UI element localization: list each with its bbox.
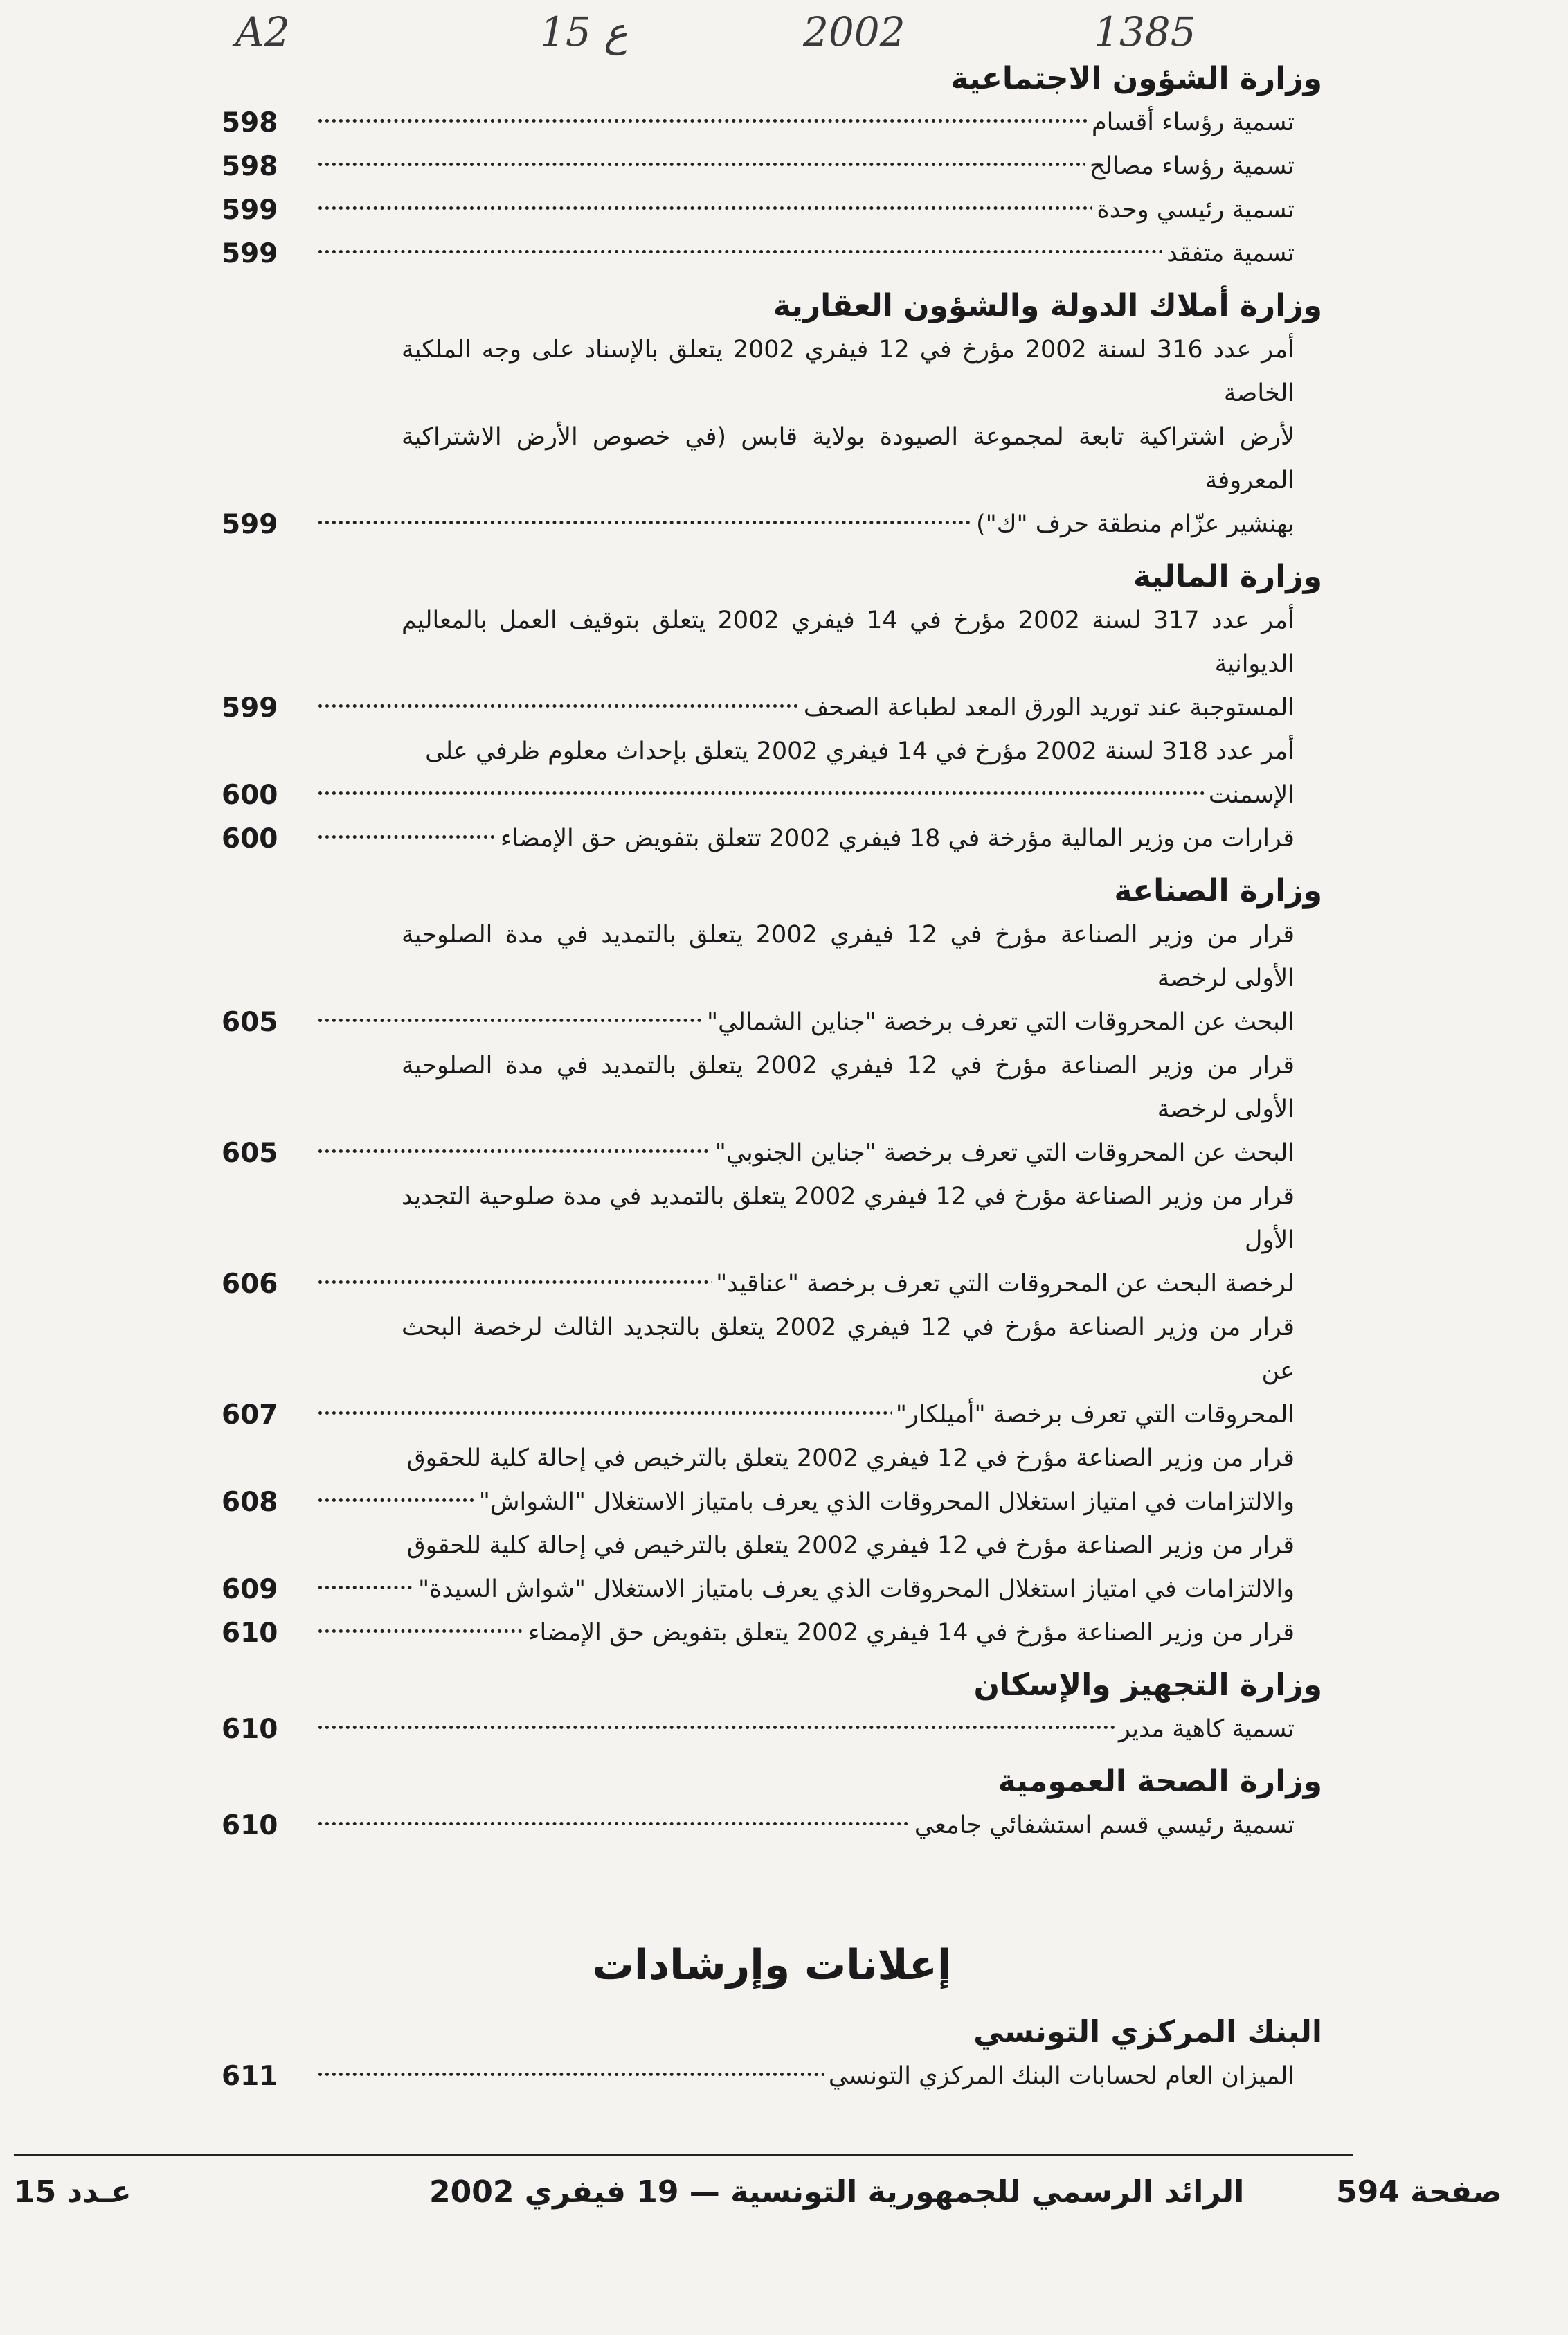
section-title: البنك المركزي التونسي <box>973 2014 1322 2050</box>
entry-text: المستوجبة عند توريد الورق المعد لطباعة الصحف <box>800 686 1295 730</box>
toc-entry <box>222 1306 1322 1437</box>
ministry-section <box>222 1760 1322 1848</box>
entry-text: البحث عن المحروقات التي تعرف برخصة "جناين الجنوبي" <box>711 1131 1295 1175</box>
toc-entry <box>222 1804 1322 1848</box>
page-number: 605 <box>222 1007 278 1038</box>
entry-line: أمر عدد 317 لسنة 2002 مؤرخ في 14 فيفري 2002 يتعلق بتوقيف العمل بالمعاليم الديوانية <box>402 607 1295 678</box>
page-number: 599 <box>222 509 278 540</box>
handwritten-note: 2002 <box>803 8 905 55</box>
entry-line: أمر عدد 318 لسنة 2002 مؤرخ في 14 فيفري 2002 يتعلق بإحداث معلوم ظرفي على <box>425 737 1295 765</box>
footer-issue: عـدد 15 <box>14 2174 132 2210</box>
entry-last-line <box>222 1708 1295 1751</box>
section-title: وزارة أملاك الدولة والشؤون العقارية <box>773 288 1322 323</box>
toc-entry <box>222 1044 1322 1175</box>
toc-entry <box>222 1437 1322 1524</box>
entry-line: أمر عدد 316 لسنة 2002 مؤرخ في 12 فيفري 2002 يتعلق بالإسناد على وجه الملكية الخاصة <box>402 336 1295 407</box>
page-number: 608 <box>222 1487 278 1518</box>
footer-page-number: صفحة 594 <box>1336 2174 1502 2210</box>
entry-text: الإسمنت <box>1205 773 1295 817</box>
toc-entry <box>222 817 1322 861</box>
page-number: 598 <box>222 151 278 182</box>
ministry-section <box>222 869 1322 1655</box>
page-number: 610 <box>222 1618 278 1649</box>
footer-title: الرائد الرسمي للجمهورية التونسية — 19 فيفري 2002 <box>429 2174 1245 2210</box>
page-number: 610 <box>222 1714 278 1745</box>
section-title: وزارة الشؤون الاجتماعية <box>950 61 1322 96</box>
toc-entry <box>222 101 1322 145</box>
page-number: 606 <box>222 1269 278 1300</box>
entry-last-line <box>222 503 1295 546</box>
footer-rule <box>14 2154 1353 2156</box>
entry-line: قرار من وزير الصناعة مؤرخ في 12 فيفري 2002 يتعلق بالترخيص في إحالة كلية للحقوق <box>406 1532 1295 1559</box>
toc-entry <box>222 2055 1322 2098</box>
toc-entry <box>222 188 1322 232</box>
entry-line: قرار من وزير الصناعة مؤرخ في 12 فيفري 2002 يتعلق بالتمديد في مدة الصلوحية الأولى لرخصة <box>402 1052 1295 1123</box>
section-title: وزارة المالية <box>1133 559 1322 594</box>
entry-line: قرار من وزير الصناعة مؤرخ في 12 فيفري 2002 يتعلق بالترخيص في إحالة كلية للحقوق <box>406 1444 1295 1472</box>
announcements-title: إعلانات وإرشادات <box>592 1941 952 1989</box>
entry-last-line <box>222 773 1295 817</box>
ministry-section <box>222 1663 1322 1751</box>
entry-line: قرار من وزير الصناعة مؤرخ في 12 فيفري 2002 يتعلق بالتجديد الثالث لرخصة البحث عن <box>402 1314 1295 1385</box>
entry-text: تسمية رؤساء مصالح <box>1085 145 1295 188</box>
entry-text: المحروقات التي تعرف برخصة "أميلكار" <box>892 1393 1295 1437</box>
section-title: وزارة الصناعة <box>1114 873 1322 909</box>
toc-entry <box>222 145 1322 188</box>
entry-text: الميزان العام لحسابات البنك المركزي التونسي <box>824 2055 1295 2098</box>
entry-text: تسمية رئيسي وحدة <box>1092 188 1295 232</box>
toc-entry <box>222 1524 1322 1611</box>
handwritten-note: 15 ع <box>540 8 628 55</box>
dot-leader <box>318 250 1295 253</box>
section-title: وزارة الصحة العمومية <box>998 1764 1322 1799</box>
entry-last-line <box>222 1393 1295 1437</box>
entry-last-line <box>222 817 1295 861</box>
entry-last-line <box>222 1568 1295 1611</box>
toc-entry <box>222 1175 1322 1306</box>
entry-text: بهنشير عزّام منطقة حرف "ك") <box>972 503 1295 546</box>
dot-leader <box>318 791 1295 795</box>
entry-text: والالتزامات في امتياز استغلال المحروقات الذي يعرف بامتياز الاستغلال "الشواش" <box>475 1480 1295 1524</box>
entry-text: لرخصة البحث عن المحروقات التي تعرف برخصة "عناقيد" <box>712 1262 1295 1306</box>
page-number: 599 <box>222 195 278 226</box>
entry-text: قرارات من وزير المالية مؤرخة في 18 فيفري 2002 تتعلق بتفويض حق الإمضاء <box>496 817 1295 861</box>
page-number: 605 <box>222 1138 278 1169</box>
entry-last-line <box>222 145 1295 188</box>
entry-last-line <box>222 686 1295 730</box>
toc-entry <box>222 913 1322 1044</box>
page-number: 609 <box>222 1574 278 1605</box>
entry-text: قرار من وزير الصناعة مؤرخ في 14 فيفري 2002 يتعلق بتفويض حق الإمضاء <box>524 1611 1295 1655</box>
toc-entry <box>222 730 1322 817</box>
entry-last-line <box>222 232 1295 276</box>
entry-line: قرار من وزير الصناعة مؤرخ في 12 فيفري 2002 يتعلق بالتمديد في مدة صلوحية التجديد الأول <box>402 1183 1295 1254</box>
entry-line: قرار من وزير الصناعة مؤرخ في 12 فيفري 2002 يتعلق بالتمديد في مدة الصلوحية الأولى لرخصة <box>402 921 1295 992</box>
entry-last-line <box>222 1804 1295 1848</box>
ministry-section <box>222 2010 1322 2098</box>
toc-entry <box>222 1708 1322 1751</box>
table-of-contents <box>222 48 1322 2098</box>
page-number: 600 <box>222 780 278 811</box>
entry-last-line <box>222 1480 1295 1524</box>
page-number: 599 <box>222 692 278 724</box>
handwritten-note: 1385 <box>1094 8 1196 55</box>
page-number: 598 <box>222 107 278 138</box>
entry-text: تسمية رئيسي قسم استشفائي جامعي <box>910 1804 1295 1848</box>
toc-entry <box>222 599 1322 730</box>
handwritten-note: A2 <box>235 8 290 55</box>
page-footer <box>0 2154 1568 2230</box>
ministry-section <box>222 57 1322 276</box>
entry-text: تسمية كاهية مدير <box>1115 1708 1295 1751</box>
entry-last-line <box>222 1131 1295 1175</box>
page-number: 611 <box>222 2061 278 2092</box>
page-number: 607 <box>222 1399 278 1431</box>
entry-last-line <box>222 101 1295 145</box>
section-title: وزارة التجهيز والإسكان <box>973 1667 1322 1703</box>
entry-last-line <box>222 188 1295 232</box>
toc-entry <box>222 328 1322 546</box>
toc-entry <box>222 232 1322 276</box>
entry-last-line <box>222 1611 1295 1655</box>
announcement-sections <box>222 2010 1322 2098</box>
ministry-section <box>222 555 1322 861</box>
entry-text: تسمية متفقد <box>1162 232 1295 276</box>
entry-line: لأرض اشتراكية تابعة لمجموعة الصيودة بولاية قابس (في خصوص الأرض الاشتراكية المعروفة <box>402 423 1295 494</box>
entry-last-line <box>222 1001 1295 1044</box>
page-number: 610 <box>222 1810 278 1841</box>
entry-text: البحث عن المحروقات التي تعرف برخصة "جناين الشمالي" <box>703 1001 1295 1044</box>
page-number: 599 <box>222 238 278 269</box>
ministry-section <box>222 284 1322 546</box>
entry-text: والالتزامات في امتياز استغلال المحروقات الذي يعرف بامتياز الاستغلال "شواش السيدة" <box>414 1568 1295 1611</box>
page-number: 600 <box>222 823 278 855</box>
ministry-sections <box>222 57 1322 1848</box>
toc-entry <box>222 1611 1322 1655</box>
entry-last-line <box>222 1262 1295 1306</box>
entry-text: تسمية رؤساء أقسام <box>1088 101 1295 145</box>
entry-last-line <box>222 2055 1295 2098</box>
